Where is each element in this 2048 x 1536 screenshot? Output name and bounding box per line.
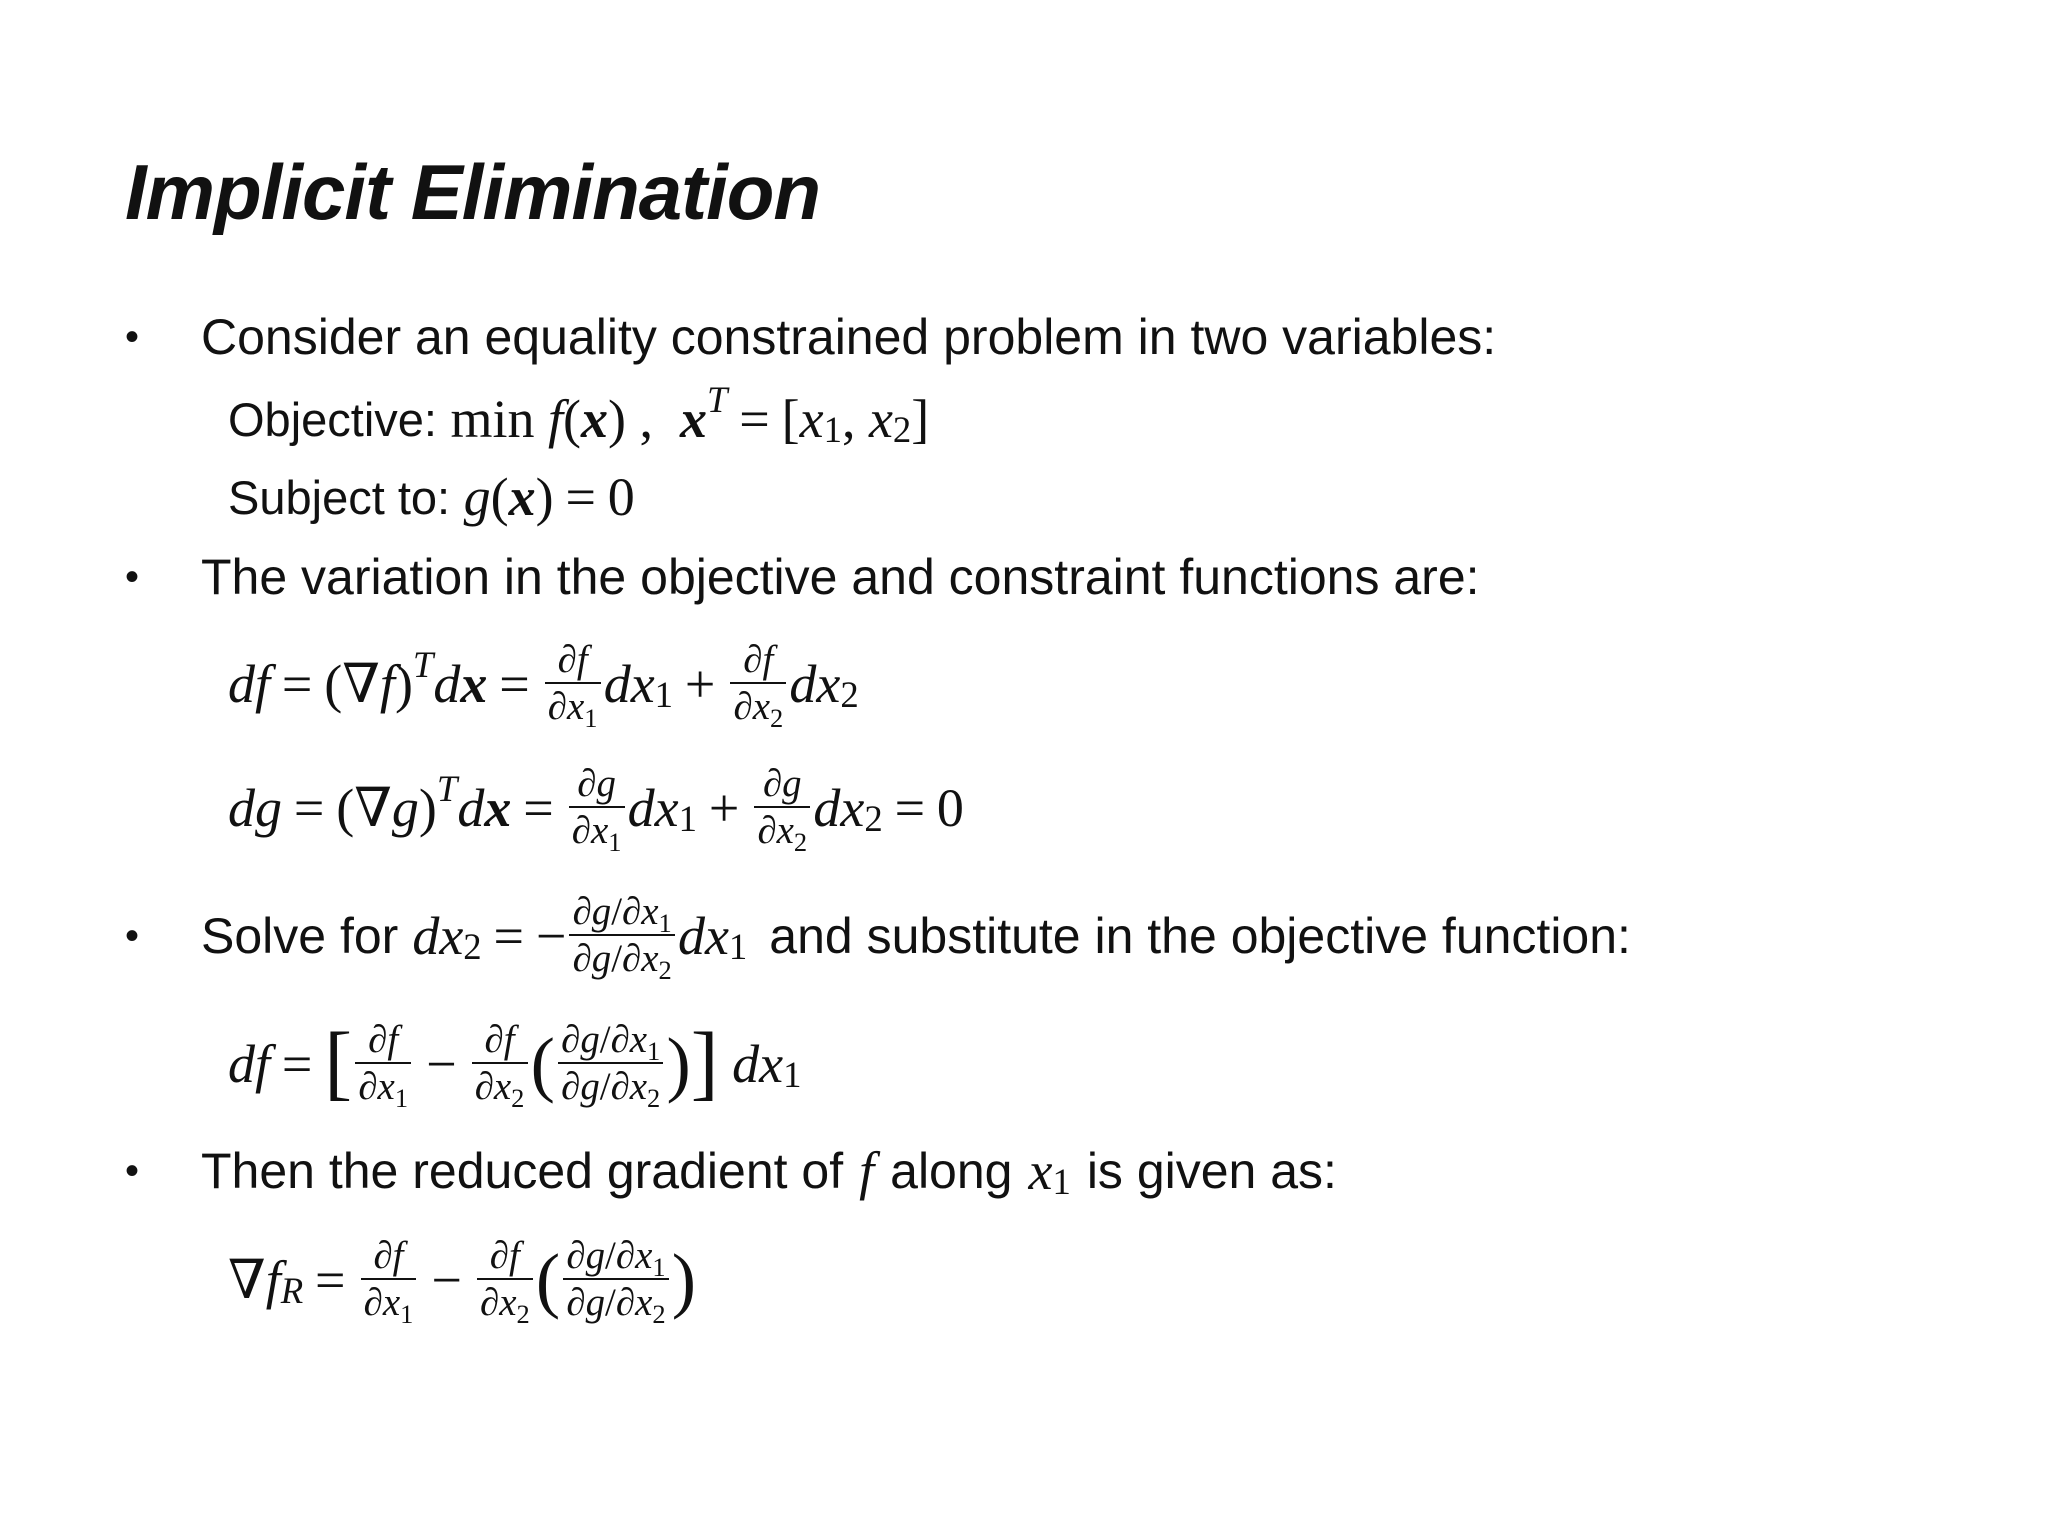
dg-equation: dg = (∇ g ) T d x = $\frac{\partial g}{\partial x_1}$ dx 1 + $\frac{\partial g}{\partial x_2}$ dx 2 = 0 <box>228 762 964 858</box>
df-substituted: df = [ $\frac{\partial f}{\partial x_1}$ − $\frac{\partial f}{\partial x_2}$ ( $\frac{\partial g/\partial x_1}{\partial g/\partial x_2}$ ) ] dx 1 <box>228 1016 802 1114</box>
solve-tail-text: and substitute in the objective function: <box>769 907 1631 964</box>
objective-label: Objective: <box>228 392 437 446</box>
bullet-1-text: Consider an equality constrained problem in two variables: <box>201 309 1497 365</box>
bullet-dot: • <box>125 913 140 958</box>
bullet-4: • Then the reduced gradient of f along x 1 is given as: <box>125 1141 1337 1203</box>
slide-title: Implicit Elimination <box>125 148 821 236</box>
bullet-3 <box>125 890 1631 986</box>
bullet-4-text: Then the reduced gradient of <box>201 1143 844 1199</box>
bullet-1 <box>125 309 1497 365</box>
bullet-4-tail: is given as: <box>1086 1143 1337 1199</box>
constraint-line <box>228 467 635 527</box>
objective-math: min f ( x ) , x T = [ x 1 , x 2 ] <box>436 379 930 451</box>
constraint-math: g ( x ) = 0 <box>463 467 635 527</box>
bullet-dot: • <box>125 315 140 359</box>
bullet-2-text: The variation in the objective and constraint functions are: <box>201 549 1480 605</box>
bullet-dot: • <box>125 555 140 599</box>
bullet-dot: • <box>125 1149 140 1193</box>
bullet-2 <box>125 549 1480 605</box>
reduced-gradient-equation: ∇ f R = $\frac{\partial f}{\partial x_1}$ − $\frac{\partial f}{\partial x_2}$ ( $\frac{\partial g/\partial x_1}{\partial g/\partial x_2}$ ) <box>228 1234 697 1330</box>
objective-line <box>228 379 930 451</box>
subject-label: Subject to: <box>228 470 451 524</box>
solve-math: dx 2 = − $\frac{\partial g/\partial x_1}{\partial g/\partial x_2}$ dx 1 <box>412 890 748 986</box>
df-equation: df = (∇ f ) T d x = $\frac{\partial f}{\partial x_1}$ dx 1 + $\frac{\partial f}{\partial x_2}$ dx 2 <box>228 638 859 734</box>
bullet-4-along: along <box>890 1143 1013 1199</box>
bullet-3-text: Solve for <box>201 907 399 964</box>
